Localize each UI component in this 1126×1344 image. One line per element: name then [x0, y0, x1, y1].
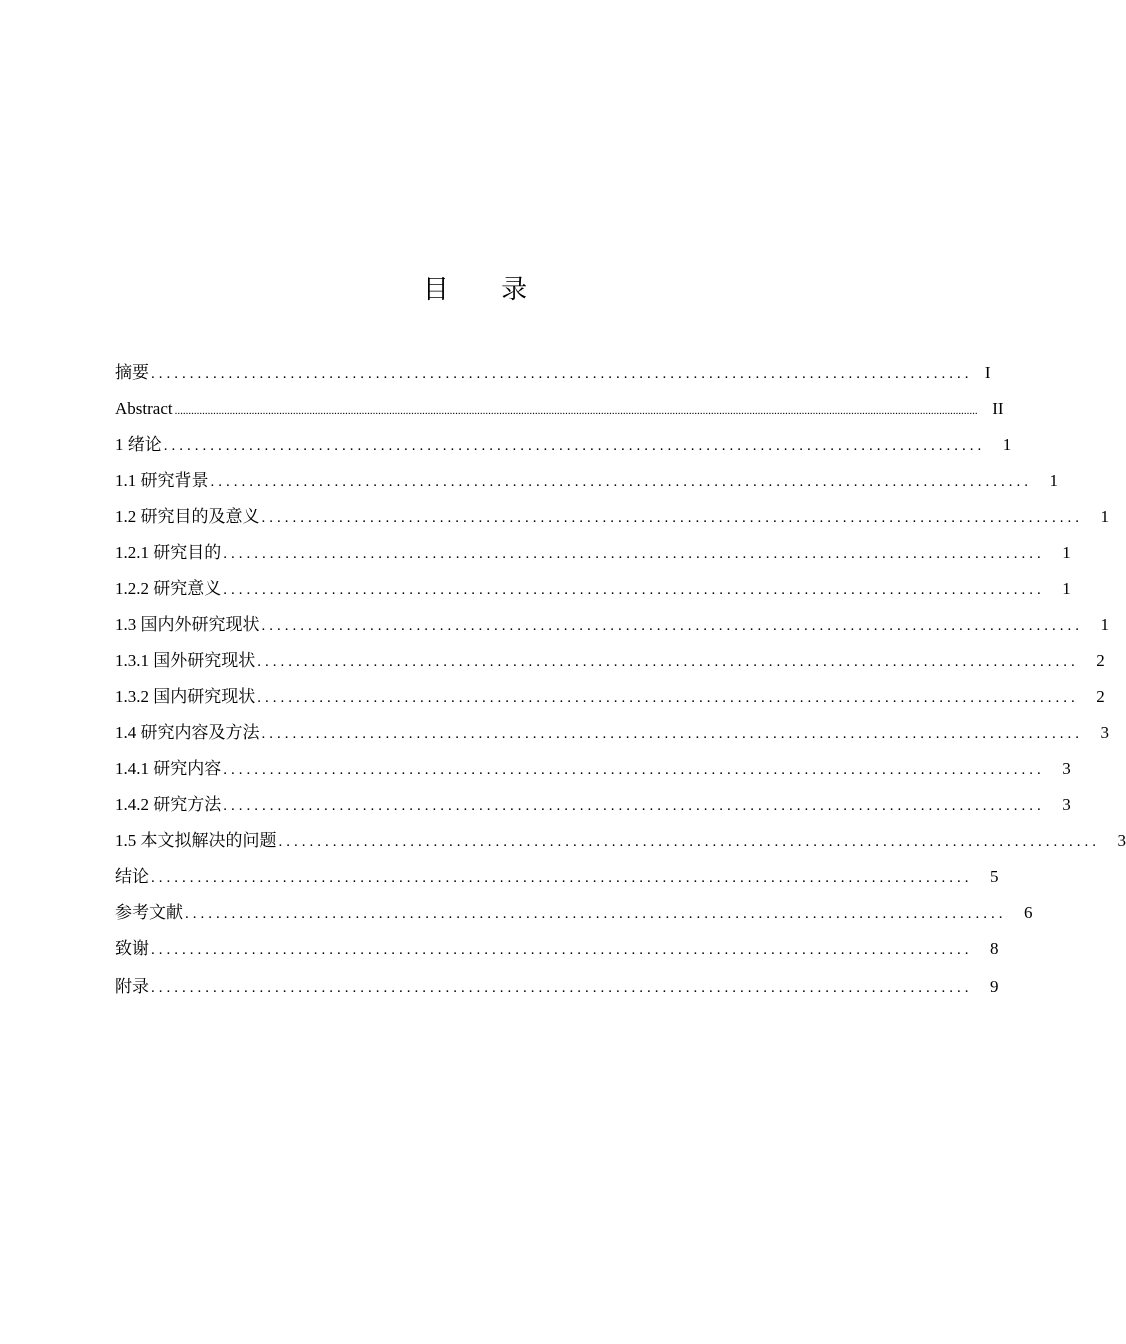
toc-entry-page: 9 — [990, 977, 999, 996]
toc-entry-label: 附录 — [115, 977, 149, 996]
toc-entry-page: 3 — [1062, 795, 1071, 814]
toc-leader-dots: .................................................................................................................................................................................................................................................................................................... — [174, 405, 978, 417]
toc-entry-label: 1.2.1 研究目的 — [115, 543, 222, 562]
toc-entry[interactable] — [115, 391, 1004, 427]
toc-entry-page: I — [984, 363, 991, 382]
toc-leader-dots: .......................................................................................................... — [223, 762, 1045, 778]
toc-entry-page: 1 — [1100, 507, 1109, 526]
toc-entry-label: 参考文献 — [115, 903, 183, 922]
toc-leader-dots: .......................................................................................................... — [185, 906, 1007, 922]
toc-entry[interactable] — [115, 751, 1071, 787]
toc-entry-page: 2 — [1096, 687, 1105, 706]
toc-leader-dots: .......................................................................................................... — [163, 438, 986, 454]
toc-entry-label: 1.4.2 研究方法 — [115, 795, 222, 814]
toc-entry[interactable] — [115, 427, 1012, 463]
toc-entry-page: 1 — [1062, 543, 1071, 562]
toc-entry[interactable] — [115, 787, 1071, 823]
toc-entry-label: 结论 — [115, 867, 149, 886]
toc-entry-page: 3 — [1062, 759, 1071, 778]
toc-leader-dots: .......................................................................................................... — [151, 366, 973, 382]
toc-leader-dots: .......................................................................................................... — [278, 834, 1100, 850]
toc-entry[interactable] — [115, 607, 1109, 643]
toc-entry-page: 6 — [1024, 903, 1033, 922]
toc-entry-page: 1 — [1100, 615, 1109, 634]
toc-leader-dots: .......................................................................................................... — [257, 690, 1079, 706]
toc-entry[interactable] — [115, 967, 999, 1006]
toc-entry-label: 1.4 研究内容及方法 — [115, 723, 260, 742]
toc-entry[interactable] — [115, 679, 1105, 715]
toc-entry[interactable] — [115, 931, 999, 967]
toc-entry[interactable] — [115, 643, 1105, 679]
toc-entry-label: 1.3.2 国内研究现状 — [115, 687, 256, 706]
toc-entry-label: 1.2 研究目的及意义 — [115, 507, 260, 526]
toc-entry[interactable] — [115, 859, 999, 895]
toc-entry[interactable] — [115, 355, 991, 391]
toc-entry-page: 2 — [1096, 651, 1105, 670]
toc-entry-label: Abstract — [115, 399, 173, 418]
toc-entry-label: 致谢 — [115, 939, 149, 958]
toc-entry[interactable] — [115, 571, 1071, 607]
toc-entry-label: 1.5 本文拟解决的问题 — [115, 831, 277, 850]
toc-leader-dots: .......................................................................................................... — [151, 942, 973, 958]
toc-entry-label: 1.3.1 国外研究现状 — [115, 651, 256, 670]
toc-entry[interactable] — [115, 895, 1033, 931]
toc-entry-page: 8 — [990, 939, 999, 958]
toc-entry-label: 1.4.1 研究内容 — [115, 759, 222, 778]
toc-title: 目 录 — [422, 275, 550, 305]
toc-leader-dots: .......................................................................................................... — [261, 618, 1083, 634]
toc-leader-dots: .......................................................................................................... — [261, 726, 1083, 742]
toc-leader-dots: .......................................................................................................... — [223, 798, 1045, 814]
toc-leader-dots: .......................................................................................................... — [257, 654, 1079, 670]
toc-leader-dots: .......................................................................................................... — [223, 546, 1045, 562]
toc-leader-dots: .......................................................................................................... — [210, 474, 1032, 490]
toc-leader-dots: .......................................................................................................... — [151, 870, 973, 886]
toc-leader-dots: .......................................................................................................... — [151, 980, 973, 996]
toc-entry-label: 1 绪论 — [115, 435, 162, 454]
toc-entry[interactable] — [115, 715, 1109, 751]
toc-entry-page: 1 — [1049, 471, 1058, 490]
toc-entry[interactable] — [115, 499, 1109, 535]
toc-entry[interactable] — [115, 823, 1126, 859]
toc-list — [115, 355, 1126, 1006]
toc-entry-label: 1.3 国内外研究现状 — [115, 615, 260, 634]
toc-entry-label: 1.2.2 研究意义 — [115, 579, 222, 598]
toc-leader-dots: .......................................................................................................... — [261, 510, 1083, 526]
toc-entry-page: 3 — [1117, 831, 1126, 850]
toc-entry-page: 3 — [1100, 723, 1109, 742]
toc-entry-page: 1 — [1002, 435, 1012, 454]
toc-entry[interactable] — [115, 535, 1071, 571]
toc-entry[interactable] — [115, 463, 1058, 499]
toc-entry-label: 1.1 研究背景 — [115, 471, 209, 490]
toc-entry-page: 5 — [990, 867, 999, 886]
toc-leader-dots: .......................................................................................................... — [223, 582, 1045, 598]
toc-entry-label: 摘要 — [115, 363, 149, 382]
toc-entry-page: II — [992, 399, 1004, 418]
toc-entry-page: 1 — [1062, 579, 1071, 598]
